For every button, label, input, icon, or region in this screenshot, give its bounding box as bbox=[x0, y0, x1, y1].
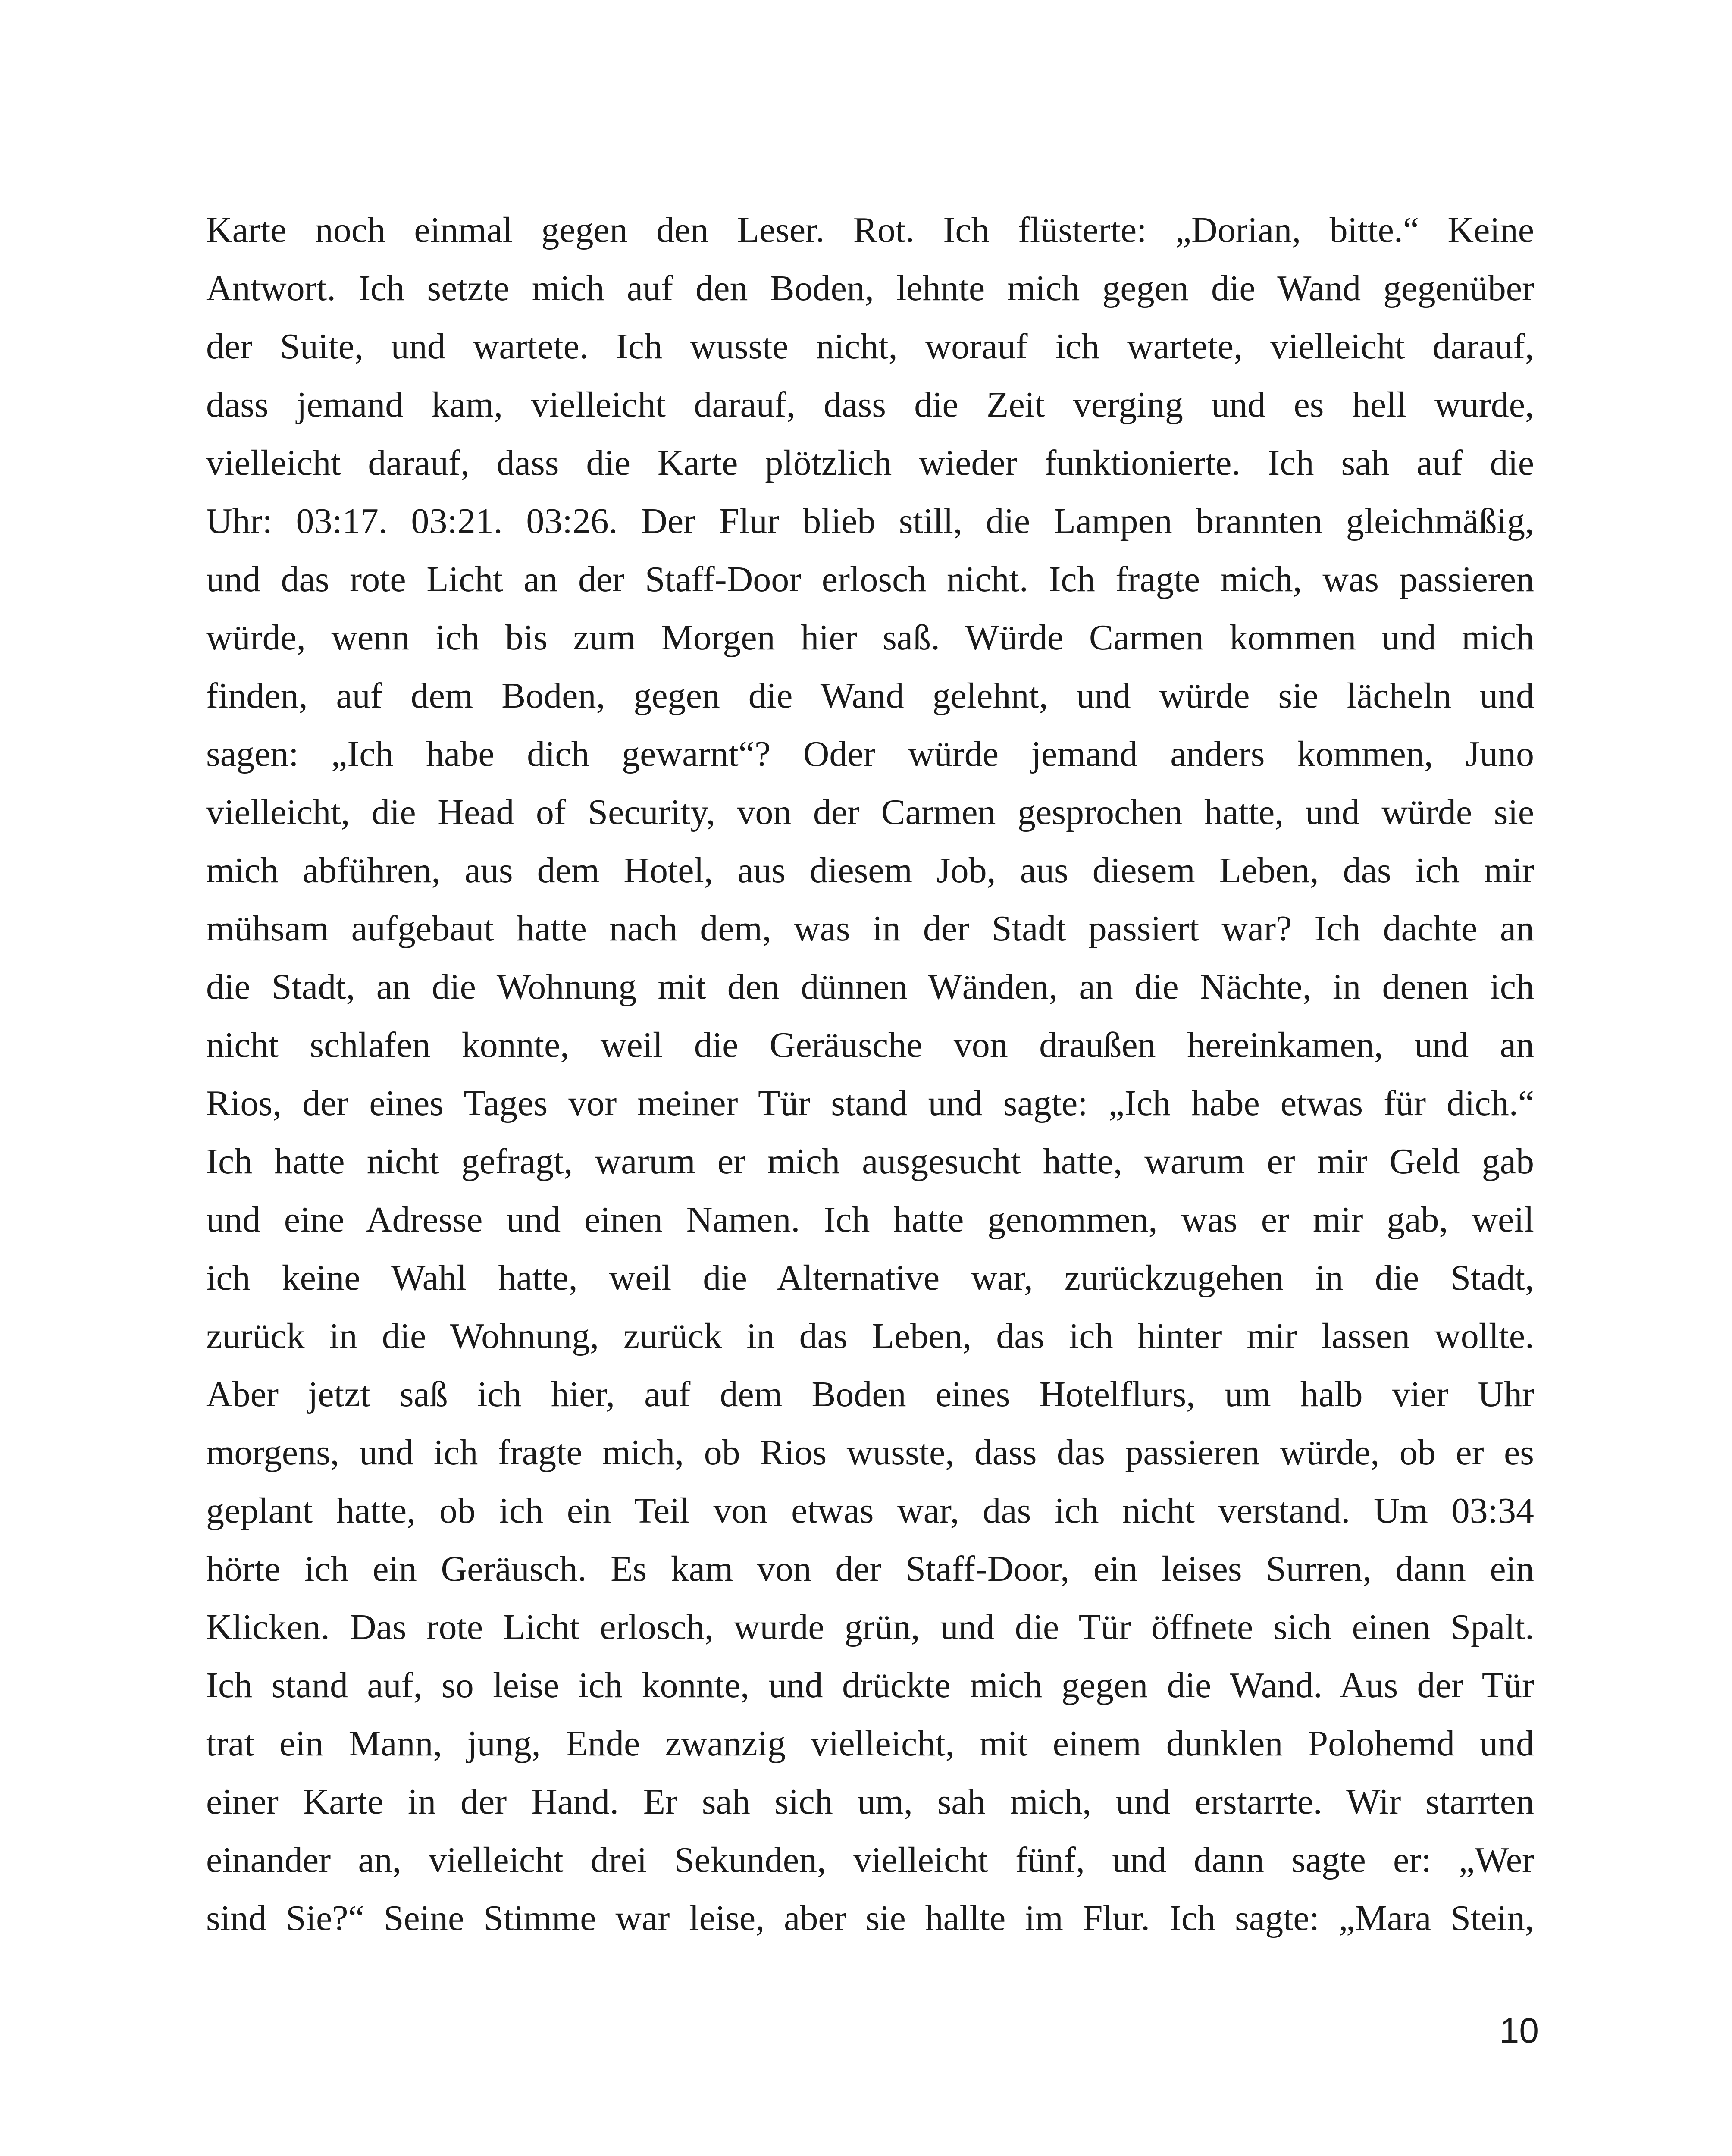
text-line: Rios, der eines Tages vor meiner Tür stand und sagte: „Ich habe etwas für dich.“ bbox=[206, 1083, 1534, 1123]
text-line: einander an, vielleicht drei Sekunden, vielleicht fünf, und dann sagte er: „Wer bbox=[206, 1840, 1534, 1880]
text-line: Ich hatte nicht gefragt, warum er mich ausgesucht hatte, warum er mir Geld gab bbox=[206, 1141, 1534, 1181]
text-line: mich abführen, aus dem Hotel, aus diesem Job, aus diesem Leben, das ich mir bbox=[206, 850, 1534, 890]
text-line: geplant hatte, ob ich ein Teil von etwas war, das ich nicht verstand. Um 03:34 bbox=[206, 1491, 1534, 1531]
text-line: finden, auf dem Boden, gegen die Wand gelehnt, und würde sie lächeln und bbox=[206, 676, 1534, 716]
text-line: vielleicht, die Head of Security, von der Carmen gesprochen hatte, und würde sie bbox=[206, 792, 1534, 832]
text-line: nicht schlafen konnte, weil die Geräusche von draußen hereinkamen, und an bbox=[206, 1025, 1534, 1065]
text-line: hörte ich ein Geräusch. Es kam von der Staff-Door, ein leises Surren, dann ein bbox=[206, 1549, 1534, 1589]
text-line: morgens, und ich fragte mich, ob Rios wusste, dass das passieren würde, ob er es bbox=[206, 1432, 1534, 1473]
text-line: die Stadt, an die Wohnung mit den dünnen Wänden, an die Nächte, in denen ich bbox=[206, 967, 1534, 1007]
page-number: 10 bbox=[1499, 2011, 1539, 2050]
text-line: und das rote Licht an der Staff-Door erlosch nicht. Ich fragte mich, was passieren bbox=[206, 559, 1534, 599]
body-text bbox=[206, 201, 1534, 1947]
text-line: sagen: „Ich habe dich gewarnt“? Oder würde jemand anders kommen, Juno bbox=[206, 734, 1534, 774]
text-line: vielleicht darauf, dass die Karte plötzlich wieder funktionierte. Ich sah auf die bbox=[206, 443, 1534, 483]
text-line: einer Karte in der Hand. Er sah sich um, sah mich, und erstarrte. Wir starrten bbox=[206, 1782, 1534, 1822]
text-line: Ich stand auf, so leise ich konnte, und drückte mich gegen die Wand. Aus der Tür bbox=[206, 1665, 1534, 1705]
text-line: Uhr: 03:17. 03:21. 03:26. Der Flur blieb still, die Lampen brannten gleichmäßig, bbox=[206, 501, 1534, 541]
text-line: Aber jetzt saß ich hier, auf dem Boden eines Hotelflurs, um halb vier Uhr bbox=[206, 1374, 1534, 1414]
text-line: dass jemand kam, vielleicht darauf, dass die Zeit verging und es hell wurde, bbox=[206, 385, 1534, 425]
text-line: und eine Adresse und einen Namen. Ich hatte genommen, was er mir gab, weil bbox=[206, 1200, 1534, 1240]
text-line: Antwort. Ich setzte mich auf den Boden, lehnte mich gegen die Wand gegenüber bbox=[206, 268, 1534, 308]
text-line: ich keine Wahl hatte, weil die Alternative war, zurückzugehen in die Stadt, bbox=[206, 1258, 1534, 1298]
text-line: zurück in die Wohnung, zurück in das Leben, das ich hinter mir lassen wollte. bbox=[206, 1316, 1534, 1356]
text-line: Karte noch einmal gegen den Leser. Rot. Ich flüsterte: „Dorian, bitte.“ Keine bbox=[206, 210, 1534, 250]
text-line: sind Sie?“ Seine Stimme war leise, aber sie hallte im Flur. Ich sagte: „Mara Stein, bbox=[206, 1898, 1534, 1938]
text-line: trat ein Mann, jung, Ende zwanzig vielleicht, mit einem dunklen Polohemd und bbox=[206, 1724, 1534, 1764]
text-line: Klicken. Das rote Licht erlosch, wurde grün, und die Tür öffnete sich einen Spalt. bbox=[206, 1607, 1534, 1647]
text-line: würde, wenn ich bis zum Morgen hier saß. Würde Carmen kommen und mich bbox=[206, 617, 1534, 658]
text-line: der Suite, und wartete. Ich wusste nicht, worauf ich wartete, vielleicht darauf, bbox=[206, 326, 1534, 367]
text-line: mühsam aufgebaut hatte nach dem, was in der Stadt passiert war? Ich dachte an bbox=[206, 909, 1534, 949]
